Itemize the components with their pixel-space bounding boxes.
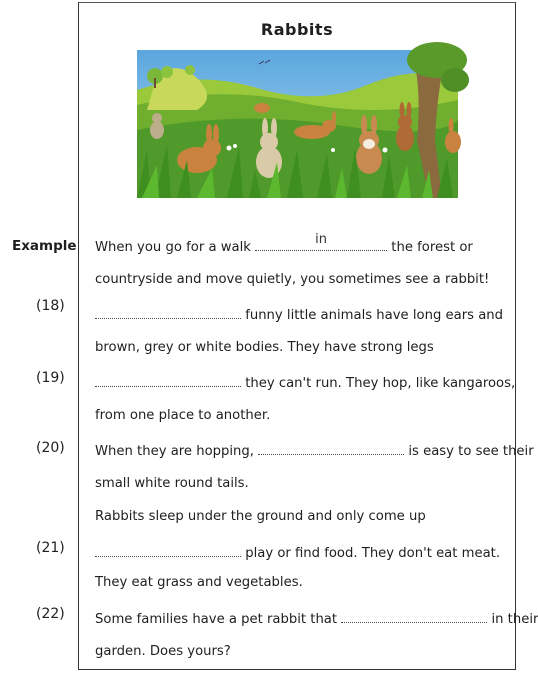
text-line: they can't run. They hop, like kangaroos, xyxy=(95,374,515,391)
text-line: from one place to another. xyxy=(95,408,271,423)
question-number: (22) xyxy=(36,606,65,622)
answer-blank-21[interactable] xyxy=(95,544,241,557)
example-answer-blank xyxy=(255,232,387,251)
text-line: funny little animals have long ears and xyxy=(95,306,503,323)
answer-blank-18[interactable] xyxy=(95,306,241,319)
page-title: Rabbits xyxy=(260,20,334,39)
answer-blank-22[interactable] xyxy=(341,610,487,623)
text-line: Rabbits sleep under the ground and only come up xyxy=(95,509,426,524)
text-line: small white round tails. xyxy=(95,476,249,491)
text-line: brown, grey or white bodies. They have strong legs xyxy=(95,340,434,355)
answer-blank-20[interactable] xyxy=(258,442,404,455)
example-answer: in xyxy=(315,232,328,247)
question-number: (21) xyxy=(36,540,65,556)
text-line: When they are hopping, is easy to see their xyxy=(95,444,534,459)
question-number: (19) xyxy=(36,370,65,386)
rabbits-illustration xyxy=(137,50,458,198)
question-number: (18) xyxy=(36,298,65,314)
text-line: play or find food. They don't eat meat. xyxy=(95,544,500,561)
text-line-example: When you go for a walk in the forest or xyxy=(95,232,473,255)
text-line: Some families have a pet rabbit that in their xyxy=(95,612,538,627)
example-label: Example xyxy=(12,238,77,254)
question-number: (20) xyxy=(36,440,65,456)
answer-blank-19[interactable] xyxy=(95,374,241,387)
text-line: They eat grass and vegetables. xyxy=(95,575,303,590)
text-line: countryside and move quietly, you sometimes see a rabbit! xyxy=(95,272,490,287)
text-line: garden. Does yours? xyxy=(95,644,231,659)
